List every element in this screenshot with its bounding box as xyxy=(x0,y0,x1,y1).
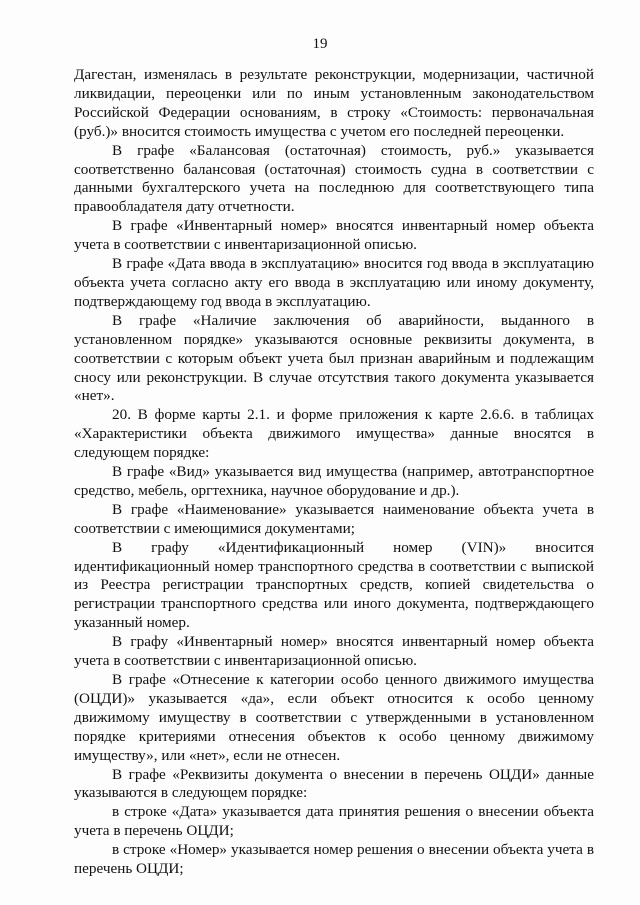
list-item: в строке «Дата» указывается дата принятия решения о внесении объекта учета в перечень ОЦДИ; xyxy=(74,803,594,840)
paragraph: В графе «Вид» указывается вид имущества (например, автотранспортное средство, мебель, оргтехника, научное оборудование и др.). xyxy=(74,463,594,499)
paragraph: 20. В форме карты 2.1. и форме приложения к карте 2.6.6. в таблицах «Характеристики объекта движимого имущества» данные вносятся в следующем порядке: xyxy=(74,406,594,462)
paragraph: В графе «Отнесение к категории особо ценного движимого имущества (ОЦДИ)» указывается «да», если объект относится к особо ценному движимому имуществу в соответствии с утвержденными в установленном порядке критериями отнесения объектов к особо ценному движимому имуществу», или «нет», если не отнесен. xyxy=(74,671,594,764)
paragraph: Дагестан, изменялась в результате реконструкции, модернизации, частичной ликвидации, переоценки или по иным установленным законодательством Российской Федерации основаниям, в строку «Стоимость: первоначальная (руб.)» вносится стоимость имущества с учетом его последней переоценки. xyxy=(74,66,594,140)
paragraph: В графе «Наименование» указывается наименование объекта учета в соответствии с имеющимися документами; xyxy=(74,500,594,537)
paragraph: В графе «Балансовая (остаточная) стоимость, руб.» указывается соответственно балансовая (остаточная) стоимость судна в соответствии с данными бухгалтерского учета на последнюю для соответствующего типа правообладателя дату отчетности. xyxy=(74,141,594,216)
paragraph: В графе «Дата ввода в эксплуатацию» вносится год ввода в эксплуатацию объекта учета согласно акту его ввода в эксплуатацию или иному документу, подтверждающему год ввода в эксплуатацию. xyxy=(74,255,594,310)
document-body xyxy=(74,66,594,879)
paragraph: В графе «Реквизиты документа о внесении в перечень ОЦДИ» данные указываются в следующем порядке: xyxy=(74,765,594,802)
paragraph: В графе «Наличие заключения об аварийности, выданного в установленном порядке» указываются основные реквизиты документа, в соответствии с которым объект учета был признан аварийным и подлежащим сносу или реконструкции. В случае отсутствия такого документа указывается «нет». xyxy=(74,311,594,405)
paragraph: В графу «Идентификационный номер (VIN)» вносится идентификационный номер транспортного средства в соответствии с выпиской из Реестра регистрации транспортных средств, копией свидетельства о регистрации транспортного средства или иного документа, подтверждающего указанный номер. xyxy=(74,538,594,632)
paragraph: В графе «Инвентарный номер» вносятся инвентарный номер объекта учета в соответствии с инвентаризационной описью. xyxy=(74,217,594,254)
page-number: 19 xyxy=(312,36,328,52)
list-item: в строке «Номер» указывается номер решения о внесении объекта учета в перечень ОЦДИ; xyxy=(74,841,594,878)
paragraph: В графу «Инвентарный номер» вносятся инвентарный номер объекта учета в соответствии с инвентаризационной описью. xyxy=(74,633,594,670)
